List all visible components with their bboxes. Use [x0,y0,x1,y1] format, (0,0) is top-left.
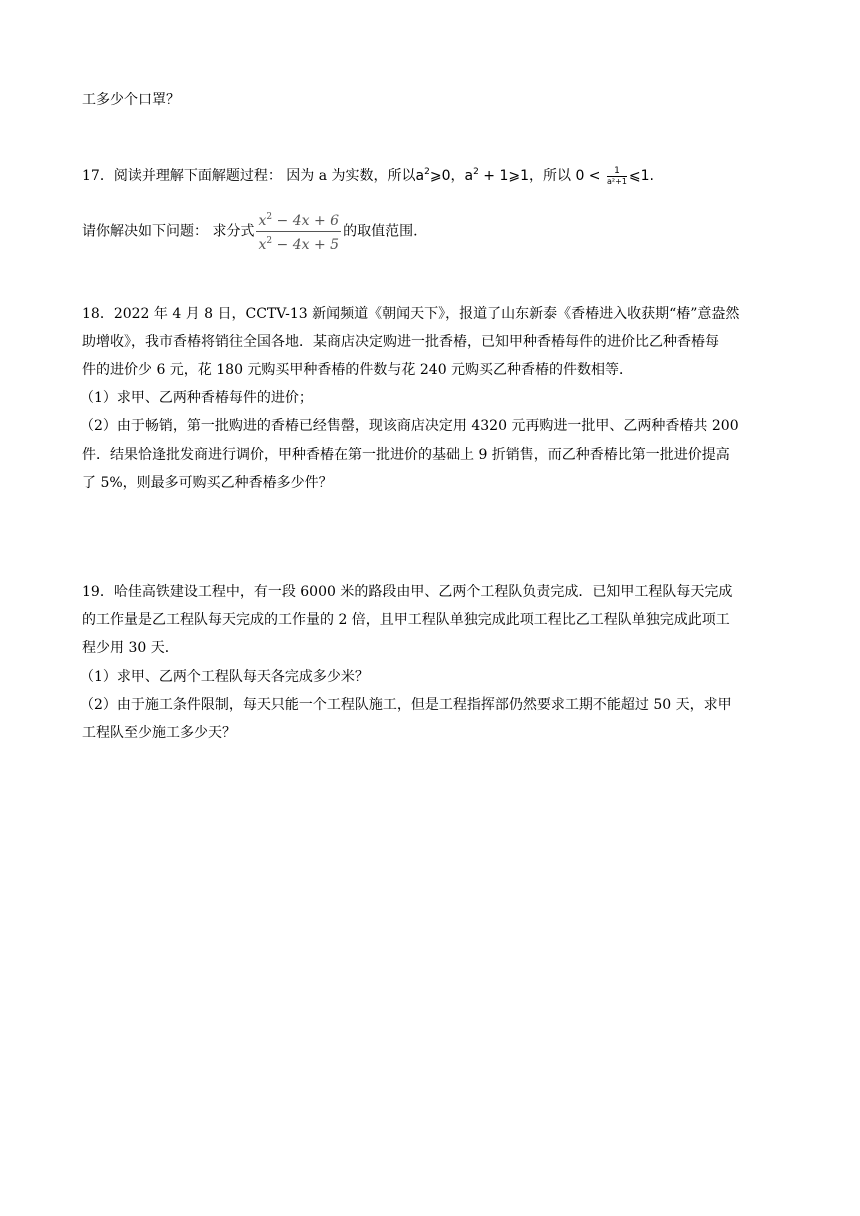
q17-mid: 所以 [543,168,576,184]
q18-part-2: （2）由于畅销，第一批购进的香椿已经售罄，现该商店决定用 4320 元再购进一批甲、乙两种香椿共 200 [80,418,739,434]
q17-statement [82,162,654,187]
q18-line-1: 18．2022 年 4 月 8 日，CCTV-13 新闻频道《朝闻天下》，报道了山东新泰《香椿进入收获期“椿”意盎然 [82,306,740,322]
q19-line-2: 的工作量是乙工程队每天完成的工作量的 2 倍，且甲工程队单独完成此项工程比乙工程队单独完成此项工 [82,612,730,628]
q18-part-1: （1）求甲、乙两种香椿每件的进价； [80,390,313,406]
q18-line-6: 件．结果恰逢批发商进行调价，甲种香椿在第一批进价的基础上 9 折销售，而乙种香椿比第一批进价提高 [82,447,730,463]
q18-line-2: 助增收》，我市香椿将销往全国各地．某商店决定购进一批香椿，已知甲种香椿每件的进价比乙种香椿每 [82,334,719,350]
q19-line-1: 19．哈佳高铁建设工程中，有一段 6000 米的路段由甲、乙两个工程队负责完成．已知甲工程队每天完成 [82,584,733,600]
q17-ask [82,208,418,255]
q17-math-a2: $a^2⩾0$， [415,167,465,184]
q17-fraction-numerator: $x^2 - 4x + 6$ [256,208,341,232]
q17-inequality: 0 < $\frac{1}{\text{a²+1}}$ ⩽1. [575,165,654,186]
q17-ask-lead: 请你解决如下问题： 求分式 [82,223,255,240]
q19-part-2: （2）由于施工条件限制，每天只能一个工程队施工，但是工程指挥部仍然要求工期不能超过 50 天，求甲 [80,697,732,713]
q17-fraction-expression [256,208,341,255]
q17-math-a2-plus-1: $a^2$ + 1⩾1， [464,167,543,184]
q19-line-6: 工程队至少施工多少天？ [82,725,236,741]
q19-part-1: （1）求甲、乙两个工程队每天各完成多少米？ [80,669,369,685]
q17-lead: 17．阅读并理解下面解题过程： 因为 a 为实数，所以 [82,168,416,184]
continued-question-tail: 工多少个口罩？ [82,92,180,108]
q17-fraction-denominator: $x^2 - 4x + 5$ [258,236,340,253]
q19-line-3: 程少用 30 天． [82,640,179,656]
q18-line-3: 件的进价少 6 元，花 180 元购买甲种香椿的件数与花 240 元购买乙种香椿的件数相等． [82,362,634,378]
q17-small-fraction: $\frac{1}{\text{a²+1}}$ [607,165,627,186]
q17-ask-tail: 的取值范围. [343,223,418,240]
q18-line-7: 了 5%，则最多可购买乙种香椿多少件？ [82,475,333,491]
